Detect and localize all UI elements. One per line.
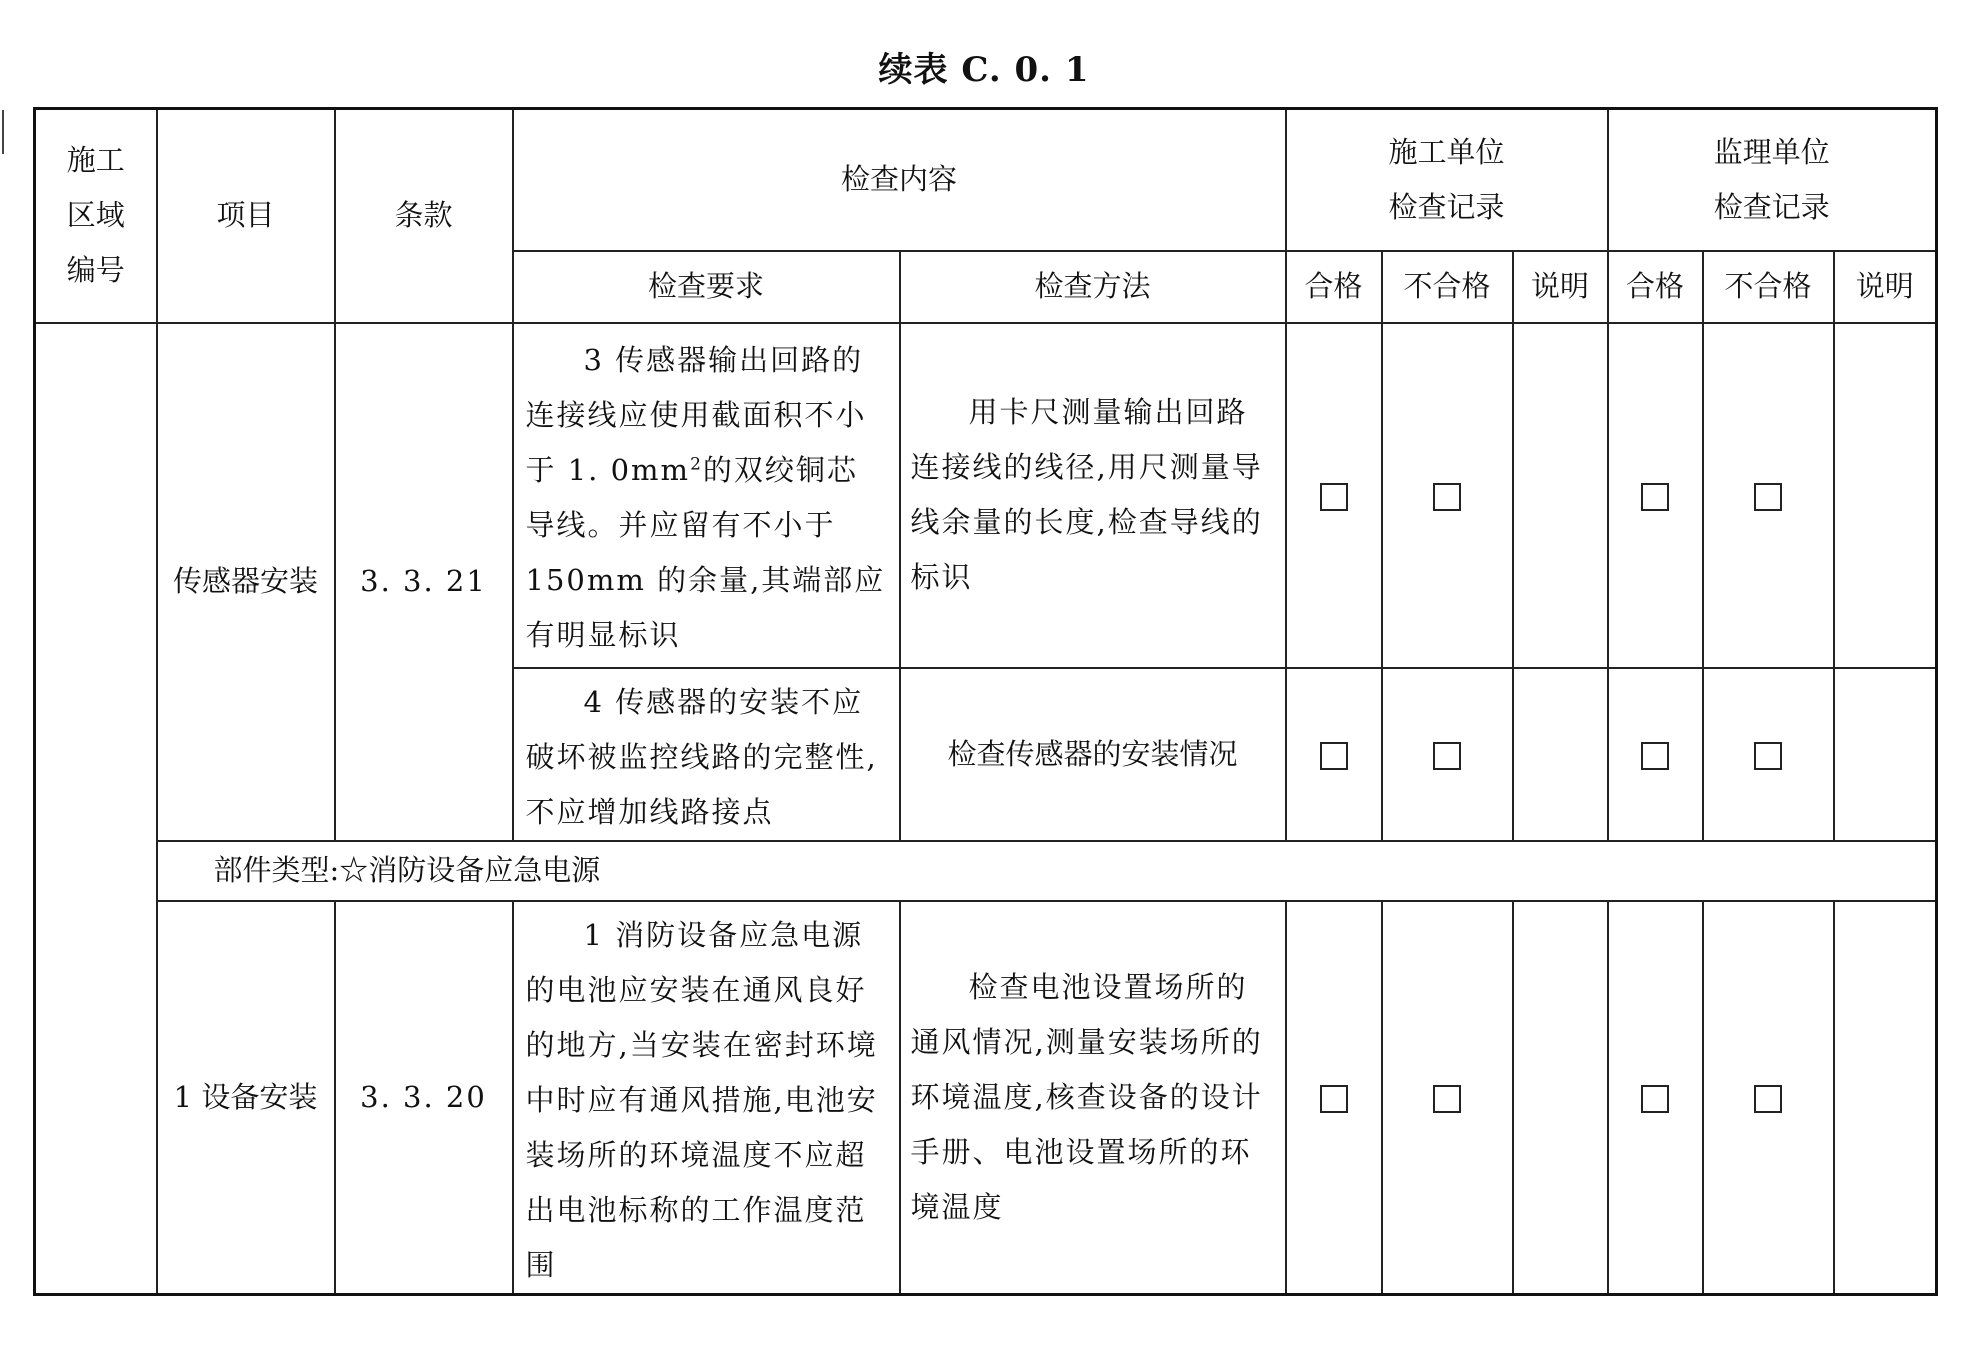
sensor3-supervisor-fail-cell (1703, 323, 1834, 668)
device-supervisor-pass-checkbox[interactable] (1641, 1085, 1669, 1113)
sensor-row-3 (35, 323, 1937, 668)
header-area-line3: 编号 (66, 253, 125, 288)
device-contractor-fail-cell (1382, 901, 1513, 1295)
sensor3-contractor-note-cell (1513, 323, 1608, 668)
device-contractor-pass-checkbox[interactable] (1320, 1085, 1348, 1113)
sensor-method4-cell (900, 668, 1286, 841)
header-supervisor-note: 说明 (1834, 251, 1937, 323)
header-contractor-pass: 合格 (1286, 251, 1382, 323)
sensor-req3-part2: 的双绞铜芯导线。并应留有不小于 150mm 的余量,其端部应有明显标识 (525, 453, 886, 652)
sensor-method4-text: 检查传感器的安装情况 (947, 736, 1238, 771)
header-content: 检查内容 (513, 109, 1286, 251)
sensor-req3-part1: 3 传感器输出回路的连接线应使用截面积不小于 1. 0mm (525, 343, 867, 487)
sensor3-supervisor-fail-checkbox[interactable] (1754, 483, 1782, 511)
sensor-req3-text (526, 333, 889, 663)
device-req-cell (513, 901, 900, 1295)
sensor-method3-cell (900, 323, 1286, 668)
device-item: 1 设备安装 (157, 901, 335, 1295)
device-method-text: 检查电池设置场所的通风情况,测量安装场所的环境温度,核查设备的设计手册、电池设置场所的环境温度 (910, 969, 1263, 1224)
sensor-clause: 3. 3. 21 (335, 323, 513, 841)
sensor3-contractor-pass-checkbox[interactable] (1320, 483, 1348, 511)
binding-edge-mark (2, 110, 8, 154)
sensor-req3-superscript: 2 (690, 454, 703, 475)
device-contractor-fail-checkbox[interactable] (1433, 1085, 1461, 1113)
header-contractor-record (1286, 109, 1608, 251)
header-supervisor-fail: 不合格 (1703, 251, 1834, 323)
component-type-label: 部件类型:☆消防设备应急电源 (157, 841, 1937, 901)
header-method: 检查方法 (900, 251, 1286, 323)
device-method-cell (900, 901, 1286, 1295)
sensor4-contractor-pass-checkbox[interactable] (1320, 742, 1348, 770)
sensor3-supervisor-note-cell (1834, 323, 1937, 668)
header-contractor-note: 说明 (1513, 251, 1608, 323)
header-area-number (35, 109, 157, 323)
header-supervisor-pass: 合格 (1608, 251, 1703, 323)
sensor3-contractor-fail-cell (1382, 323, 1513, 668)
device-supervisor-pass-cell (1608, 901, 1703, 1295)
header-supervisor-line2: 检查记录 (1713, 189, 1830, 224)
sensor3-supervisor-pass-checkbox[interactable] (1641, 483, 1669, 511)
device-supervisor-fail-cell (1703, 901, 1834, 1295)
device-req-text: 1 消防设备应急电源的电池应安装在通风良好的地方,当安装在密封环境中时应有通风措施,电池安装场所的环境温度不应超出电池标称的工作温度范围 (525, 917, 878, 1282)
sensor3-contractor-fail-checkbox[interactable] (1433, 483, 1461, 511)
header-area-line2: 区域 (66, 198, 125, 233)
device-clause: 3. 3. 20 (335, 901, 513, 1295)
sensor4-contractor-fail-cell (1382, 668, 1513, 841)
sensor4-supervisor-fail-checkbox[interactable] (1754, 742, 1782, 770)
inspection-table (33, 107, 1938, 1296)
device-row (35, 901, 1937, 1295)
area-number-cell (35, 323, 157, 1295)
sensor-method3-text: 用卡尺测量输出回路连接线的线径,用尺测量导线余量的长度,检查导线的标识 (910, 395, 1263, 594)
sensor3-contractor-pass-cell (1286, 323, 1382, 668)
sensor4-supervisor-note-cell (1834, 668, 1937, 841)
sensor-item: 传感器安装 (157, 323, 335, 841)
sensor4-contractor-pass-cell (1286, 668, 1382, 841)
header-requirement: 检查要求 (513, 251, 900, 323)
device-supervisor-fail-checkbox[interactable] (1754, 1085, 1782, 1113)
sensor-req3-cell (513, 323, 900, 668)
sensor4-supervisor-pass-cell (1608, 668, 1703, 841)
component-type-row (35, 841, 1937, 901)
sensor-req4-text: 4 传感器的安装不应破坏被监控线路的完整性,不应增加线路接点 (525, 684, 878, 829)
sensor-req4-cell (513, 668, 900, 841)
device-contractor-note-cell (1513, 901, 1608, 1295)
sensor4-supervisor-fail-cell (1703, 668, 1834, 841)
sensor4-contractor-fail-checkbox[interactable] (1433, 742, 1461, 770)
header-clause: 条款 (335, 109, 513, 323)
sensor4-supervisor-pass-checkbox[interactable] (1641, 742, 1669, 770)
device-contractor-pass-cell (1286, 901, 1382, 1295)
device-supervisor-note-cell (1834, 901, 1937, 1295)
header-area-line1: 施工 (66, 143, 125, 178)
sensor3-supervisor-pass-cell (1608, 323, 1703, 668)
header-supervisor-line1: 监理单位 (1713, 134, 1830, 169)
sensor4-contractor-note-cell (1513, 668, 1608, 841)
header-item: 项目 (157, 109, 335, 323)
header-contractor-line2: 检查记录 (1388, 189, 1505, 224)
table-title: 续表 C. 0. 1 (878, 50, 1090, 90)
header-row-1 (35, 109, 1937, 251)
header-supervisor-record (1608, 109, 1937, 251)
header-contractor-line1: 施工单位 (1388, 134, 1505, 169)
header-contractor-fail: 不合格 (1382, 251, 1513, 323)
